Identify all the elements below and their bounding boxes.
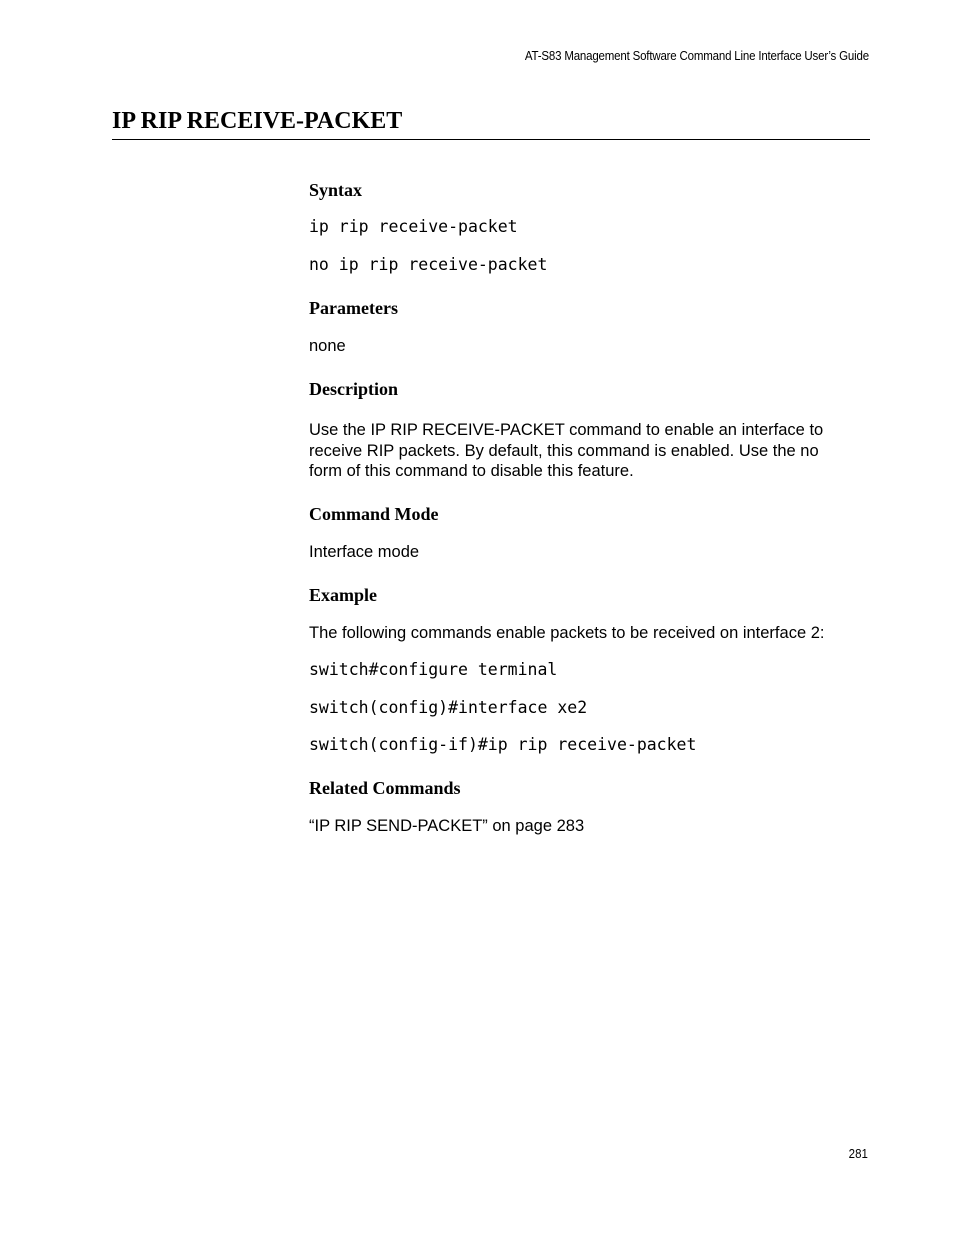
example-code-line: switch#configure terminal xyxy=(309,660,558,679)
example-code-line: switch(config)#interface xe2 xyxy=(309,698,588,717)
example-intro: The following commands enable packets to be received on interface 2: xyxy=(309,624,825,642)
syntax-line: no ip rip receive-packet xyxy=(309,255,548,274)
syntax-heading: Syntax xyxy=(309,180,363,200)
related-command-link[interactable]: “IP RIP SEND-PACKET” on page 283 xyxy=(309,817,585,835)
title-rule xyxy=(112,139,870,140)
description-heading: Description xyxy=(309,379,398,399)
example-code-line: switch(config-if)#ip rip receive-packet xyxy=(309,735,697,754)
page-number: 281 xyxy=(848,1147,868,1161)
example-heading: Example xyxy=(309,585,378,605)
parameters-text: none xyxy=(309,337,346,355)
syntax-line: ip rip receive-packet xyxy=(309,217,518,236)
related-commands-heading: Related Commands xyxy=(309,778,461,798)
page-title: IP RIP RECEIVE-PACKET xyxy=(112,108,403,134)
parameters-heading: Parameters xyxy=(309,298,398,318)
command-mode-heading: Command Mode xyxy=(309,504,439,524)
running-header: AT-S83 Management Software Command Line Interface User’s Guide xyxy=(525,49,869,63)
command-mode-text: Interface mode xyxy=(309,543,420,561)
description-text: Use the IP RIP RECEIVE-PACKET command to enable an interface to receive RIP packets. By default, this command is enabled. Use the no form of this command to disable this feature. xyxy=(309,421,824,480)
